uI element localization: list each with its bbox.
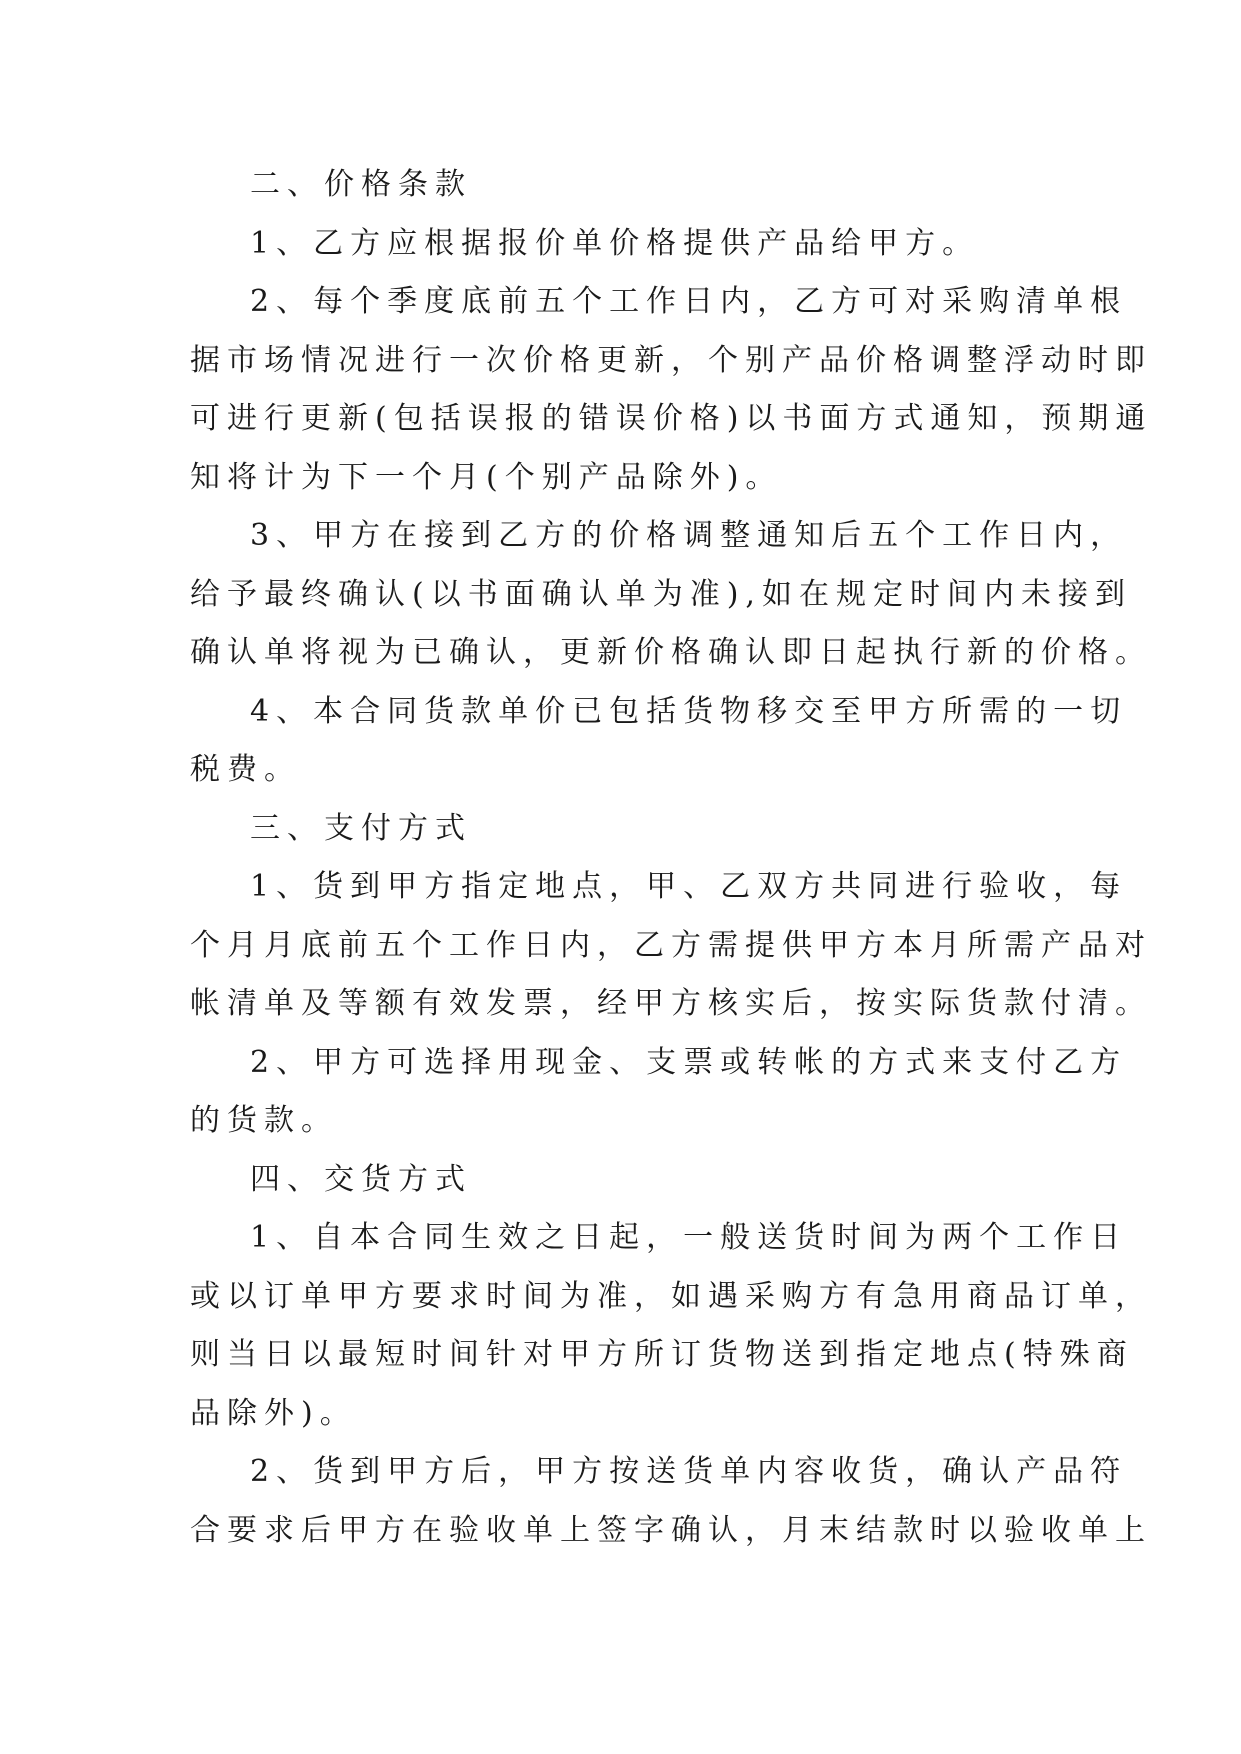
paragraph-first-line: 2、甲方可选择用现金、支票或转帐的方式来支付乙方 xyxy=(250,1044,1128,1080)
paragraph-line: 知将计为下一个月(个别产品除外)。 xyxy=(190,459,783,495)
paragraph-first-line: 1、自本合同生效之日起，一般送货时间为两个工作日 xyxy=(250,1220,1128,1255)
paragraph-line: 帐清单及等额有效发票，经甲方核实后，按实际货款付清。 xyxy=(190,986,1152,1021)
paragraph-line: 税费。 xyxy=(190,752,301,787)
paragraph-line: 合要求后甲方在验收单上签字确认，月末结款时以验收单上 xyxy=(190,1512,1152,1548)
document-body xyxy=(190,156,1153,1560)
paragraph-first-line: 2、每个季度底前五个工作日内，乙方可对采购清单根 xyxy=(250,284,1128,319)
paragraph-first-line: 4、本合同货款单价已包括货物移交至甲方所需的一切 xyxy=(250,693,1128,729)
paragraph-line: 据市场情况进行一次价格更新，个别产品价格调整浮动时即 xyxy=(190,342,1152,378)
paragraph-first-line: 三、支付方式 xyxy=(250,810,472,846)
paragraph-first-line: 3、甲方在接到乙方的价格调整通知后五个工作日内， xyxy=(250,518,1128,553)
paragraph-first-line: 二、价格条款 xyxy=(250,167,472,202)
paragraph-line: 的货款。 xyxy=(190,1103,338,1138)
paragraph-line: 个月月底前五个工作日内，乙方需提供甲方本月所需产品对 xyxy=(190,927,1152,963)
paragraph-first-line: 1、货到甲方指定地点，甲、乙双方共同进行验收，每 xyxy=(250,869,1128,904)
paragraph-first-line: 1、乙方应根据报价单价格提供产品给甲方。 xyxy=(250,225,980,261)
paragraph-first-line: 2、货到甲方后，甲方按送货单内容收货，确认产品符 xyxy=(250,1454,1128,1489)
paragraph-line: 确认单将视为已确认，更新价格确认即日起执行新的价格。 xyxy=(190,635,1152,670)
paragraph-line: 则当日以最短时间针对甲方所订货物送到指定地点(特殊商 xyxy=(190,1337,1134,1372)
paragraph-line: 品除外)。 xyxy=(190,1395,357,1431)
paragraph-line: 给予最终确认(以书面确认单为准),如在规定时间内未接到 xyxy=(190,576,1132,612)
paragraph-line: 可进行更新(包括误报的错误价格)以书面方式通知，预期通 xyxy=(190,401,1153,436)
paragraph-line: 或以订单甲方要求时间为准，如遇采购方有急用商品订单， xyxy=(190,1278,1152,1314)
paragraph-first-line: 四、交货方式 xyxy=(250,1161,472,1197)
